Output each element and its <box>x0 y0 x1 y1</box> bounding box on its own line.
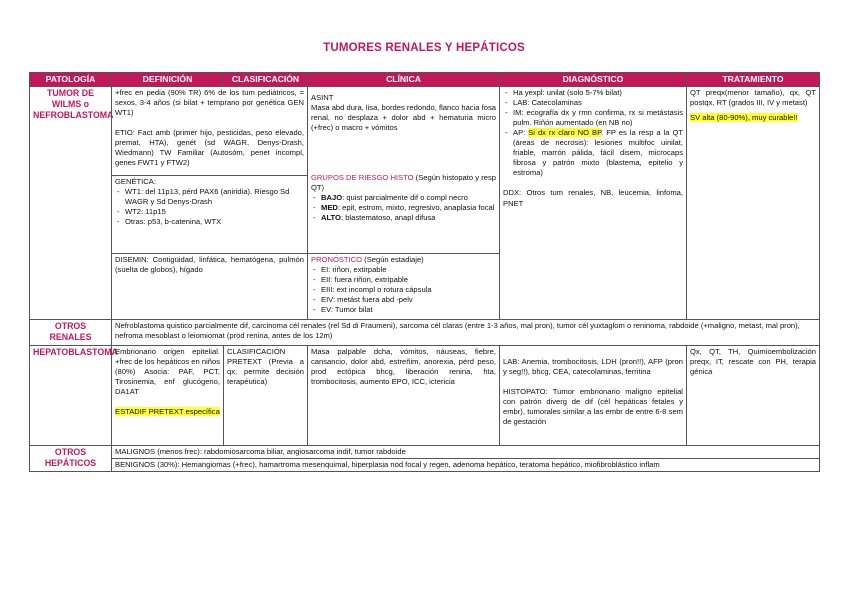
list-item: - EII: fuera riñon, extripable <box>311 275 496 285</box>
list-item: - AP: Si dx rx claro NO BP. FP es la resp a la QT (áreas de necrosis): lesiones multifoc uinilat, friable, marrón pálida, fácil disem, microcaps fibrosa y patrón mixto (blastema, epitelio y estroma) <box>503 128 683 178</box>
wilms-pronostico-cell <box>308 254 500 320</box>
list-item: - Ha yexpl: unilat (solo 5-7% bilat) <box>503 88 683 98</box>
hepato-pretext-highlight: ESTADIF PRETEXT específica <box>115 407 220 417</box>
wilms-clinica-cell <box>308 87 500 254</box>
list-item: - MED: epit, estrom, mixto, regresivo, anaplasia focal <box>311 203 496 213</box>
list-item: - EI: riñon, extirpable <box>311 265 496 275</box>
otros-hepaticos-benignos: BENIGNOS (30%): Hemangiomas (+frec), hamartroma mesenquimal, hiperplasia nod focal y regen, adenoma hepático, teratoma hepático, miofibroblástico inflam <box>112 459 820 472</box>
header-patologia: PATOLOGÍA <box>30 73 112 87</box>
wilms-diseminacion: DISEMIN: Contigüidad, linfática, hematógena, pulmón (suelta de globos), hígado <box>115 255 304 275</box>
page-title: TUMORES RENALES Y HEPÁTICOS <box>323 42 525 54</box>
header-diagnostico: DIAGNÓSTICO <box>500 73 687 87</box>
wilms-riesgo-title: GRUPOS DE RIESGO HISTO <box>311 173 414 183</box>
wilms-pron-heading <box>311 255 496 265</box>
wilms-riesgo-heading <box>311 173 496 193</box>
wilms-genetica-list <box>115 187 304 227</box>
wilms-clinica-text: Masa abd dura, lisa, bordes redondo, flanco hacia fosa renal, no desplaza + dolor abd + hematuria micro (+frec) o macro + vómitos <box>311 103 496 133</box>
hepato-diagnostico-cell <box>500 346 687 446</box>
header-definicion: DEFINICIÓN <box>112 73 224 87</box>
wilms-genetica-cell <box>112 176 308 254</box>
wilms-definition-cell <box>112 87 308 176</box>
wilms-clinica-title: ASINT <box>311 93 334 103</box>
wilms-tto: QT preqx(menor tamaño), qx, QT postqx, RT (grados III, IV y metast) <box>690 88 816 108</box>
pathology-hepatoblastoma: HEPATOBLASTOMA <box>30 346 112 446</box>
wilms-diagnostico-cell <box>500 87 687 320</box>
pathology-wilms: TUMOR DE WILMS o NEFROBLASTOMA <box>30 87 112 320</box>
wilms-riesgo-suffix: (Según histopato y resp QT) <box>311 173 496 193</box>
summary-table <box>29 72 820 472</box>
wilms-genetica-title: GENÉTICA: <box>115 177 156 187</box>
header-row <box>30 73 820 87</box>
pathology-otros-renales: OTROS RENALES <box>30 320 112 346</box>
hepato-clasificacion: CLASIFICACIÓN PRETEXT (Previa a qx, permite decisión terapéutica) <box>224 346 308 446</box>
list-item: - WT1: del 11p13, pérd PAX6 (aniridia). Riesgo Sd WAGR y Sd Denys-Drash <box>115 187 304 207</box>
hepato-definicion: Embrionario origen epitelial. +frec de los hepáticos en niños (80%) Asocia: PAF, PCT, Tirosinemia, enf glucógeno, DA1AT <box>115 347 220 397</box>
list-item: - LAB: Catecolaminas <box>503 98 683 108</box>
hepato-dx-histopato: HISTOPATO: Tumor embrionario maligno epitelial con patrón diverg de dif (cél hepáticas fetales y embr), tumorales similar a las embr de entre 6-8 sem de gestación <box>503 387 683 427</box>
wilms-pron-title: PRONÓSTICO <box>311 255 363 265</box>
header-clasificacion: CLASIFICACIÓN <box>224 73 308 87</box>
list-item: - IM: ecografía dx y rmn confirma, rx si metástasis pulm. Riñón aumentado (en NB no) <box>503 108 683 128</box>
list-item: - EIII: ext incompl o rotura cápsula <box>311 285 496 295</box>
list-item: - Otras: p53, b-catenina, WTX <box>115 217 304 227</box>
wilms-dx-list <box>503 88 683 178</box>
header-clinica: CLÍNICA <box>308 73 500 87</box>
wilms-tratamiento-cell <box>687 87 820 320</box>
hepato-dx-lab: LAB: Anemia, trombocitosis, LDH (pron!!), AFP (pron y seg!!), bhcg, CEA, catecolaminas, ferritina <box>503 357 683 377</box>
list-item: - WT2: 11p15 <box>115 207 304 217</box>
wilms-etiology: ETIO: Fact amb (primer hijo, pesticidas, peso elevado, premat, HTA), genét (sd WAGR, Denys-Drash, Wiedmann) TW Familiar (Autosóm, penet incompl, genes FWT1 y FTW2) <box>115 128 304 168</box>
hepato-clinica: Masa palpable dcha, vómitos, náuseas, fiebre, cansancio, dolor abd, estreñim, anorexia, pérd peso, prod ectópica bhcg, liberación renina, hta, trombocitosis, aumento EPO, ICC, ictericia <box>308 346 500 446</box>
hepato-tratamiento: Qx, QT, TH, Quimioembolización preqx, IT, rescate con PH, terapia génica <box>687 346 820 446</box>
list-item: - BAJO: quist parcialmente dif o compl necro <box>311 193 496 203</box>
hepato-definicion-cell <box>112 346 224 446</box>
wilms-definition: +frec en pedia (90% TR) 6% de los tum pediátricos, = sexos, 3-4 años (si bilat + temprano por genética GEN WT1) <box>115 88 304 118</box>
wilms-diseminacion-cell <box>112 254 308 320</box>
pathology-otros-hepaticos: OTROS HEPÁTICOS <box>30 446 112 472</box>
list-item: - EV: Tumor bilat <box>311 305 496 315</box>
wilms-pron-suffix: (Según estadiaje) <box>362 255 424 265</box>
list-item: - EIV: metást fuera abd -pelv <box>311 295 496 305</box>
otros-hepaticos-malignos: MALIGNOS (menos frec): rabdomiosarcoma biliar, angiosarcoma indif, tumor rabdoide <box>112 446 820 459</box>
wilms-sv-highlight: SV alta (80-90%), muy curable!! <box>690 113 798 123</box>
otros-renales-text: Nefroblastoma quistico parcialmente dif, carcinoma cél renales (rel Sd di Fraumeni), sarcoma cél claras (entre 1-3 años, mal pron), tumor cél yuxtaglom o reninoma, rabdoide (+maligno, metast, mal pron), nefroma mesoblast o leiomiomat (prod renina, antes de los 12m) <box>112 320 820 346</box>
wilms-pron-list <box>311 265 496 315</box>
highlight: Si dx rx claro NO BP <box>528 128 602 138</box>
wilms-ddx: DDX: Otros tum renales, NB, leucemia, linfoma, PNET <box>503 188 683 208</box>
wilms-riesgo-list <box>311 193 496 223</box>
list-item: - ALTO: blastematoso, anapl difusa <box>311 213 496 223</box>
header-tratamiento: TRATAMIENTO <box>687 73 820 87</box>
